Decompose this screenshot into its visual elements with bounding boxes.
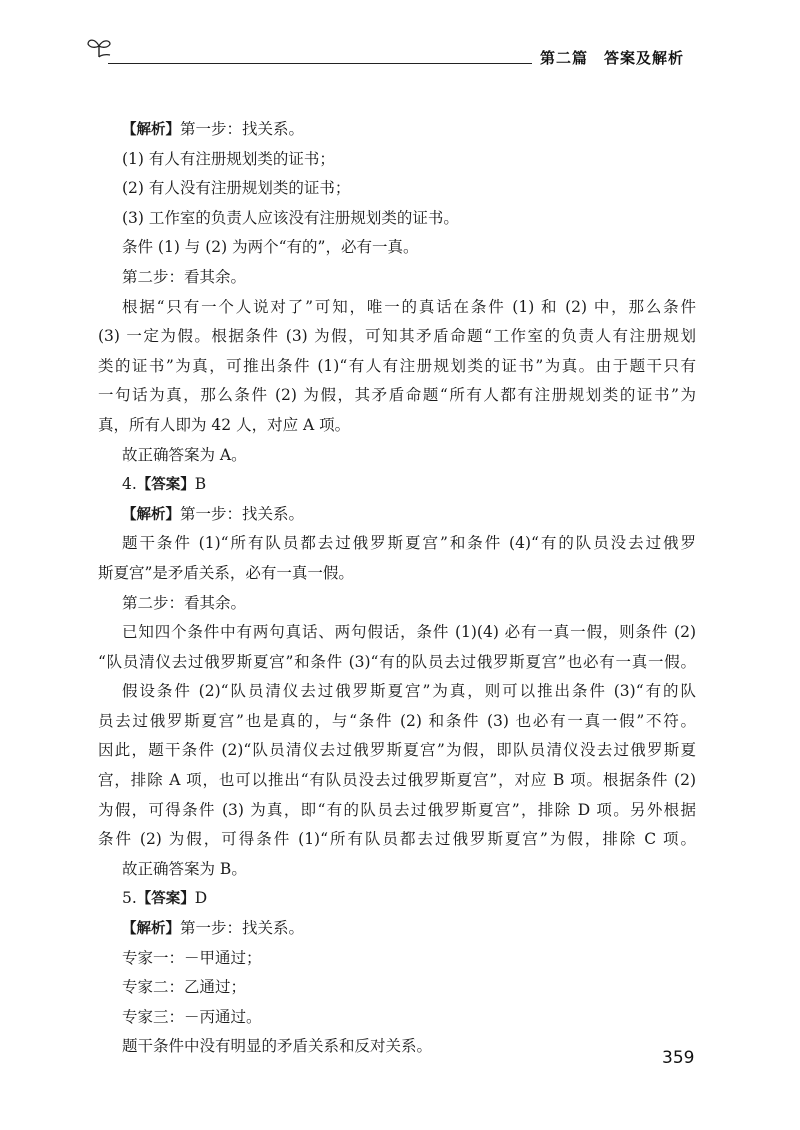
text-span: 第一步：找关系。 [180,120,305,138]
text-line: 员去过俄罗斯夏宫”也是真的，与“条件 (2) 和条件 (3) 也必有一真一假”不符。 [98,711,696,730]
header-rule [108,63,532,64]
text-line: 斯夏宫”是矛盾关系，必有一真一假。 [98,563,354,582]
text-line: 故正确答案为 A。 [122,445,247,464]
analysis-heading [98,500,696,530]
text-line: 题干条件 (1)“所有队员都去过俄罗斯夏宫”和条件 (4)“有的队员没去过俄罗 [122,534,696,553]
text-line: 因此，题干条件 (2)“队员清仪去过俄罗斯夏宫”为假，即队员清仪没去过俄罗斯夏 [98,741,696,760]
text-line: (1) 有人有注册规划类的证书； [122,149,335,168]
text-span: 第一步：找关系。 [180,504,305,523]
page-body [98,115,696,1062]
text-line: 专家三：－丙通过。 [122,1007,262,1026]
text-line: 假设条件 (2)“队员清仪去过俄罗斯夏宫”为真，则可以推出条件 (3)“有的队 [122,682,696,701]
text-line: 已知四个条件中有两句真话、两句假话，条件 (1)(4) 必有一真一假，则条件 (2) [122,623,696,642]
text-line: 专家二：乙通过； [122,978,247,997]
answer-heading [98,470,696,500]
text-line: 一句话为真，那么条件 (2) 为假，其矛盾命题“所有人都有注册规划类的证书”为 [98,386,696,405]
question-number: 5. [122,889,137,908]
text-line: 第二步：看其余。 [122,593,247,612]
page-header [0,0,800,80]
analysis-tag: 【解析】 [122,506,180,523]
answer-value: B [194,475,207,494]
sprout-icon [86,36,112,58]
answer-tag: 【答案】 [136,891,195,908]
text-line: 为假，可得条件 (3) 为真，即“有的队员去过俄罗斯夏宫”，排除 D 项。另外根据 [98,800,696,819]
analysis-tag: 【解析】 [122,122,180,138]
text-line: 故正确答案为 B。 [122,859,247,878]
text-line: 条件 (1) 与 (2) 为两个“有的”，必有一真。 [122,238,419,257]
analysis-heading [98,914,696,944]
text-line: 宫，排除 A 项，也可以推出“有队员没去过俄罗斯夏宫”，对应 B 项。根据条件 (2) [98,771,696,790]
text-line: (2) 有人没有注册规划类的证书； [122,179,351,198]
text-line: 题干条件中没有明显的矛盾关系和反对关系。 [122,1037,433,1056]
text-line: (3) 工作室的负责人应该没有注册规划类的证书。 [122,208,459,227]
section-title: 第二篇 答案及解析 [540,49,685,67]
text-line: 专家一：－甲通过； [122,948,262,967]
text-line: 真，所有人即为 42 人，对应 A 项。 [98,415,351,434]
text-line: 第二步：看其余。 [122,267,247,286]
text-line: 条件 (2) 为假，可得条件 (1)“所有队员都去过俄罗斯夏宫”为假，排除 C 项。 [98,830,696,849]
answer-tag: 【答案】 [136,477,195,494]
text-span: 第一步：找关系。 [180,919,305,938]
answer-heading [98,884,696,914]
page-number: 359 [662,1048,695,1068]
text-line: (3) 一定为假。根据条件 (3) 为假，可知其矛盾命题“工作室的负责人有注册规划 [98,327,696,346]
text-line: 根据“只有一个人说对了”可知，唯一的真话在条件 (1) 和 (2) 中，那么条件 [122,297,696,316]
analysis-heading [98,115,696,145]
analysis-tag: 【解析】 [122,921,180,938]
text-line: “队员清仪去过俄罗斯夏宫”和条件 (3)“有的队员去过俄罗斯夏宫”也必有一真一假。 [98,652,696,671]
answer-value: D [194,889,208,908]
text-line: 类的证书”为真，可推出条件 (1)“有人有注册规划类的证书”为真。由于题干只有 [98,356,696,375]
question-number: 4. [122,475,137,494]
